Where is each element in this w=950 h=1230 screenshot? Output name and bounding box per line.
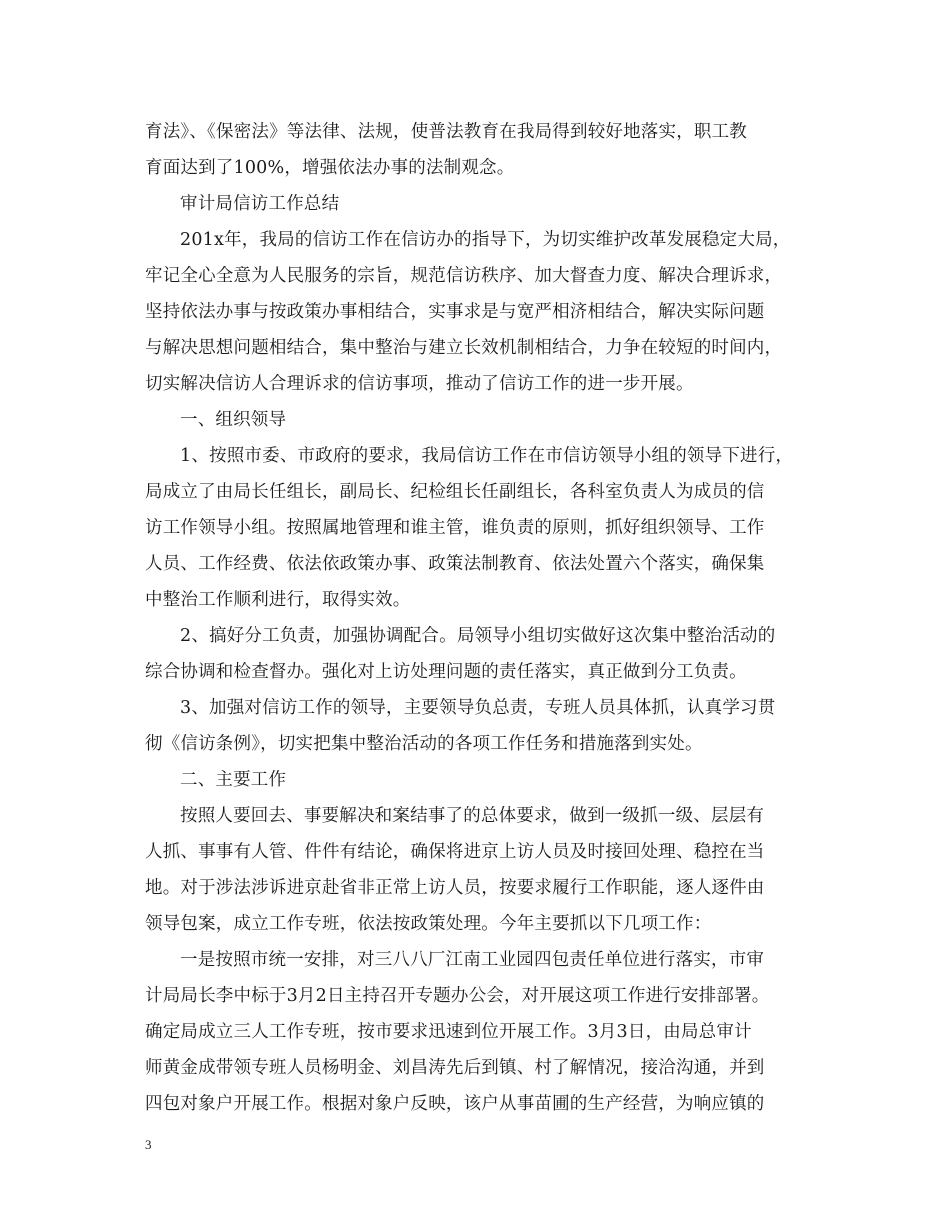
text-line: 切实解决信访人合理诉求的信访事项，推动了信访工作的进一步开展。 [145, 374, 694, 394]
text-line: 育法》、《保密法》等法律、法规，使普法教育在我局得到较好地落实，职工教 [145, 122, 747, 142]
text-line: 领导包案，成立工作专班，依法按政策处理。今年主要抓以下几项工作： [145, 914, 712, 934]
text-line: 彻《信访条例》，切实把集中整治活动的各项工作任务和措施落到实处。 [145, 734, 703, 754]
section-heading: 一、组织领导 [180, 410, 287, 430]
text-line: 人员、工作经费、依法依政策办事、政策法制教育、依法处置六个落实，确保集 [145, 554, 765, 574]
text-line: 四包对象户开展工作。根据对象户反映，该户从事苗圃的生产经营，为响应镇的 [145, 1094, 765, 1114]
text-line: 1、按照市委、市政府的要求，我局信访工作在市信访领导小组的领导下进行， [180, 446, 794, 466]
text-line: 地。对于涉法涉诉进京赴省非正常上访人员，按要求履行工作职能，逐人逐件由 [145, 878, 765, 898]
text-line: 按照人要回去、事要解决和案结事了的总体要求，做到一级抓一级、层层有 [180, 806, 765, 826]
text-line: 局成立了由局长任组长，副局长、纪检组长任副组长，各科室负责人为成员的信 [145, 482, 765, 502]
text-line: 育面达到了100%，增强依法办事的法制观念。 [145, 158, 515, 178]
text-line: 与解决思想问题相结合，集中整治与建立长效机制相结合，力争在较短的时间内， [145, 338, 783, 358]
text-line: 确定局成立三人工作专班，按市要求迅速到位开展工作。3月3日，由局总审计 [145, 1022, 752, 1042]
section-heading: 二、主要工作 [180, 770, 287, 790]
text-line: 3、加强对信访工作的领导，主要领导负总责，专班人员具体抓，认真学习贯 [180, 698, 776, 718]
text-line: 牢记全心全意为人民服务的宗旨，规范信访秩序、加大督查力度、解决合理诉求， [145, 266, 783, 286]
section-title: 审计局信访工作总结 [180, 194, 340, 214]
text-line: 2、搞好分工负责，加强协调配合。局领导小组切实做好这次集中整治活动的 [180, 626, 776, 646]
page-number: 3 [145, 1137, 152, 1152]
text-line: 师黄金成带领专班人员杨明金、刘昌涛先后到镇、村了解情况，接洽沟通，并到 [145, 1058, 765, 1078]
text-line: 访工作领导小组。按照属地管理和谁主管，谁负责的原则，抓好组织领导、工作 [145, 518, 765, 538]
text-line: 综合协调和检查督办。强化对上访处理问题的责任落实，真正做到分工负责。 [145, 662, 747, 682]
text-line: 坚持依法办事与按政策办事相结合，实事求是与宽严相济相结合，解决实际问题 [145, 302, 765, 322]
text-line: 201x年，我局的信访工作在信访办的指导下，为切实维护改革发展稳定大局， [180, 230, 791, 250]
text-line: 计局局长李中标于3月2日主持召开专题办公会，对开展这项工作进行安排部署。 [145, 986, 770, 1006]
text-line: 一是按照市统一安排，对三八八厂江南工业园四包责任单位进行落实，市审 [180, 950, 765, 970]
text-line: 人抓、事事有人管、件件有结论，确保将进京上访人员及时接回处理、稳控在当 [145, 842, 765, 862]
text-line: 中整治工作顺利进行，取得实效。 [145, 590, 411, 610]
